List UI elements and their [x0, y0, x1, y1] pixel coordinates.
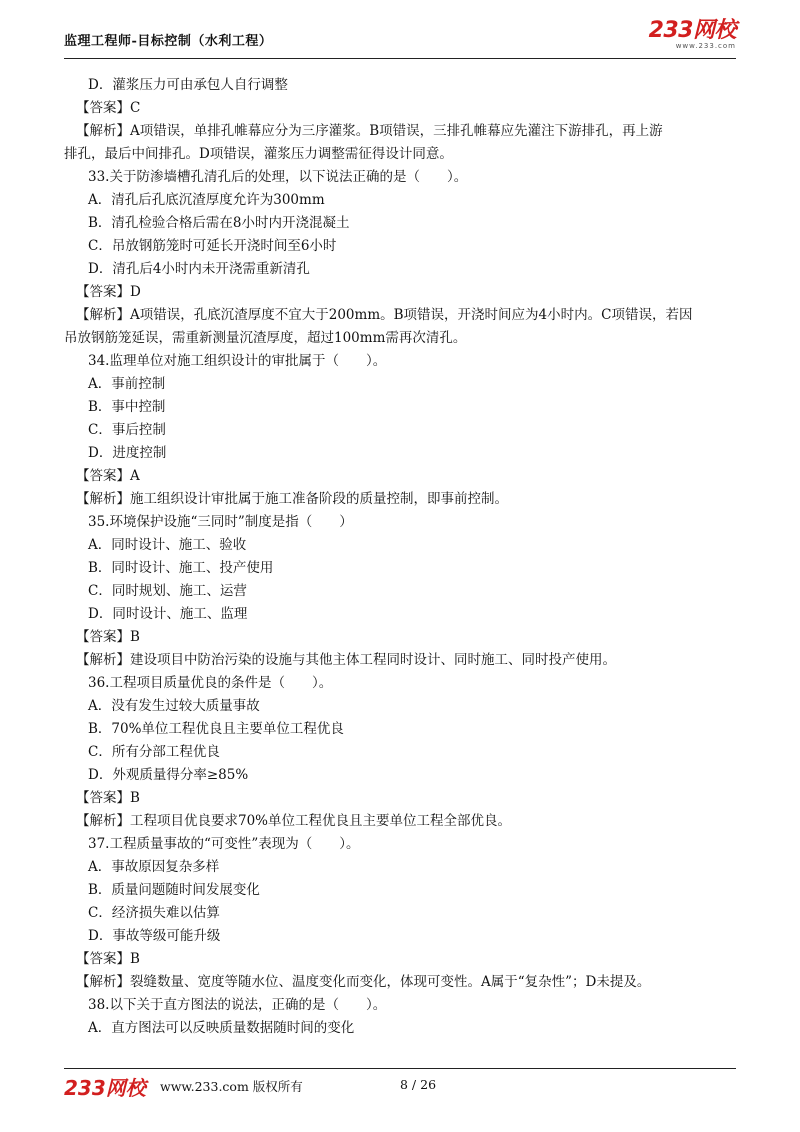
option-c: C．事后控制: [88, 422, 166, 438]
analysis-line-cont: 排孔，最后中间排孔。D项错误，灌浆压力调整需征得设计同意。: [64, 146, 453, 162]
option-d: D．事故等级可能升级: [88, 928, 221, 944]
option-c: C．所有分部工程优良: [88, 744, 220, 760]
answer-line: 【答案】B: [76, 790, 140, 806]
footer-divider: [64, 1068, 736, 1069]
option-a: A．没有发生过较大质量事故: [88, 698, 260, 714]
analysis-line: 【解析】裂缝数量、宽度等随水位、温度变化而变化，体现可变性。A属于“复杂性”；D未提及。: [76, 974, 651, 990]
question-33: 33.关于防渗墙槽孔清孔后的处理，以下说法正确的是（ ）。: [88, 169, 468, 185]
text-line: D．灌浆压力可由承包人自行调整: [88, 77, 288, 93]
page-number: 8 / 26: [400, 1077, 437, 1092]
option-a: A．同时设计、施工、验收: [88, 537, 247, 553]
page-footer: [64, 1072, 736, 1102]
option-c: C．吊放钢筋笼时可延长开浇时间至6小时: [88, 238, 337, 254]
question-38: 38.以下关于直方图法的说法，正确的是（ ）。: [88, 997, 387, 1013]
option-d: D．进度控制: [88, 445, 167, 461]
copyright-text: www.233.com 版权所有: [160, 1079, 303, 1094]
analysis-line: 【解析】建设项目中防治污染的设施与其他主体工程同时设计、同时施工、同时投产使用。: [76, 652, 616, 668]
answer-line: 【答案】D: [76, 284, 141, 300]
option-a: A．事前控制: [88, 376, 166, 392]
footer-logo: 233网校: [64, 1076, 146, 1100]
question-36: 36.工程项目质量优良的条件是（ ）。: [88, 675, 333, 691]
analysis-line: 【解析】施工组织设计审批属于施工准备阶段的质量控制，即事前控制。: [76, 491, 508, 507]
logo-url: www.233.com: [675, 42, 736, 50]
analysis-line: 【解析】A项错误，单排孔帷幕应分为三序灌浆。B项错误，三排孔帷幕应先灌注下游排孔，再上游: [76, 123, 663, 139]
option-c: C．同时规划、施工、运营: [88, 583, 247, 599]
analysis-line: 【解析】工程项目优良要求70%单位工程优良且主要单位工程全部优良。: [76, 813, 512, 829]
question-37: 37.工程质量事故的“可变性”表现为（ ）。: [88, 836, 360, 852]
option-a: A．事故原因复杂多样: [88, 859, 220, 875]
option-b: B．质量问题随时间发展变化: [88, 882, 260, 898]
answer-line: 【答案】B: [76, 951, 140, 967]
header-divider: [64, 58, 736, 59]
option-b: B．清孔检验合格后需在8小时内开浇混凝土: [88, 215, 350, 231]
option-d: D．清孔后4小时内未开浇需重新清孔: [88, 261, 310, 277]
question-34: 34.监理单位对施工组织设计的审批属于（ ）。: [88, 353, 387, 369]
answer-line: 【答案】A: [76, 468, 140, 484]
option-b: B．70%单位工程优良且主要单位工程优良: [88, 721, 344, 737]
question-35: 35.环境保护设施“三同时”制度是指（ ）: [88, 514, 353, 530]
brand-logo: [649, 20, 736, 51]
option-b: B．事中控制: [88, 399, 166, 415]
document-body: [64, 74, 748, 1040]
analysis-line: 【解析】A项错误，孔底沉渣厚度不宜大于200mm。B项错误，开浇时间应为4小时内。C项错误，若因: [76, 307, 693, 323]
page-header: [64, 20, 736, 56]
option-d: D．同时设计、施工、监理: [88, 606, 248, 622]
option-b: B．同时设计、施工、投产使用: [88, 560, 274, 576]
logo-text: 233网校: [648, 18, 736, 43]
option-a: A．直方图法可以反映质量数据随时间的变化: [88, 1020, 355, 1036]
analysis-line-cont: 吊放钢筋笼延误，需重新测量沉渣厚度，超过100mm需再次清孔。: [64, 330, 467, 346]
option-a: A．清孔后孔底沉渣厚度允许为300mm: [88, 192, 325, 208]
document-title: 监理工程师-目标控制（水利工程）: [64, 34, 273, 49]
answer-line: 【答案】B: [76, 629, 140, 645]
answer-line: 【答案】C: [76, 100, 141, 116]
option-d: D．外观质量得分率≥85%: [88, 767, 249, 783]
option-c: C．经济损失难以估算: [88, 905, 220, 921]
